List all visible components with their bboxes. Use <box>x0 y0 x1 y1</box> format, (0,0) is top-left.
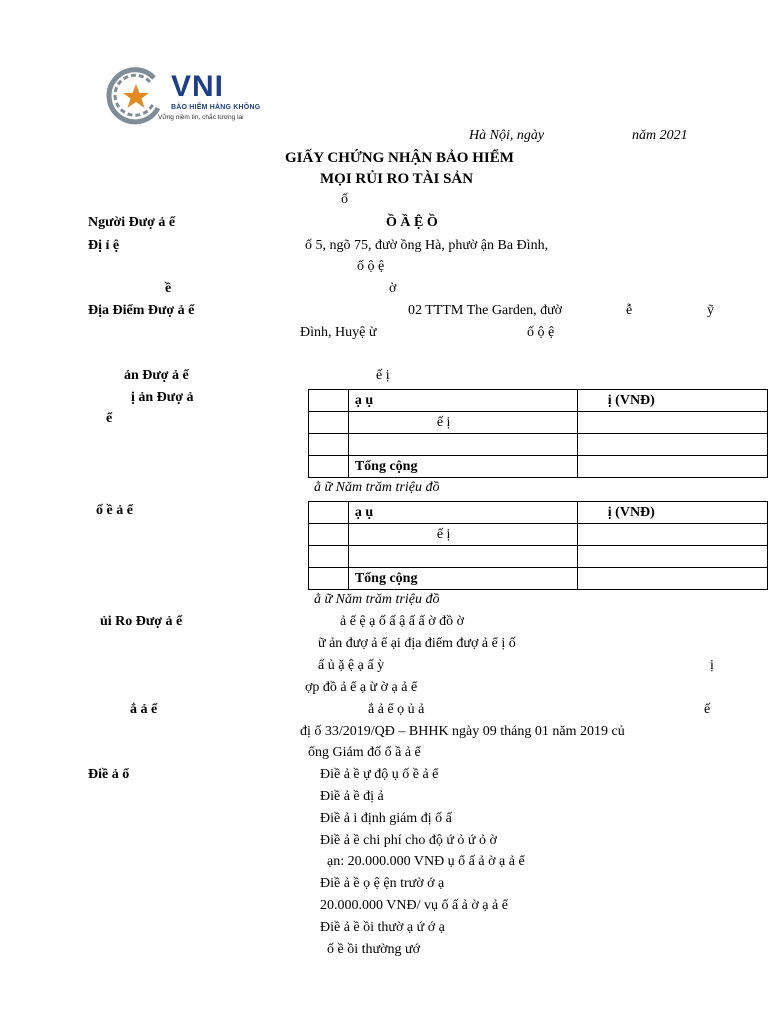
table-row <box>309 502 768 524</box>
fee-label: ố ề ả ể <box>96 503 133 518</box>
table-row <box>309 456 768 478</box>
address-label2: ề <box>165 281 172 296</box>
clause-item: Điề ả ề đị ả <box>320 789 384 804</box>
certificate-number: ố <box>341 192 348 207</box>
table-cell <box>577 434 767 456</box>
table-row <box>309 412 768 434</box>
table-cell <box>309 502 349 524</box>
property-value: ế ị <box>376 368 390 383</box>
table-cell <box>309 524 349 546</box>
clause-item: Điề ả i định giám đị ố ấ <box>320 811 452 826</box>
clause-item: ạn: 20.000.000 VNĐ ụ ổ ấ ả ờ ạ ả ể <box>327 854 525 869</box>
table-header-value: ị (VNĐ) <box>577 390 767 412</box>
location-line1-c: ỹ <box>707 303 714 318</box>
sum-insured-label: ị ản Đượ ả <box>131 390 194 405</box>
table-row <box>309 524 768 546</box>
insured-value: Ồ Ầ Ệ Ồ <box>386 215 438 230</box>
sum-in-words: ằ ữ Năm trăm triệu đồ <box>314 480 440 495</box>
terms-line-tail: ế <box>704 702 711 717</box>
place-date: Hà Nội, ngày <box>469 128 545 143</box>
document-subtitle: MỌI RỦI RO TÀI SẢN <box>320 171 474 187</box>
risk-line: ữ ản đượ ả ể ại địa điểm đượ ả ể ị ố <box>318 636 516 651</box>
table-cell <box>577 524 767 546</box>
property-label: ản Đượ ả ể <box>124 368 189 383</box>
risk-line: ả ể ệ ạ ố ấ ậ ấ ấ ờ đồ ờ <box>340 614 465 629</box>
table-header-item: ạ ụ <box>348 502 577 524</box>
table-cell <box>309 434 349 456</box>
table-cell <box>577 412 767 434</box>
fee-in-words: ằ ữ Năm trăm triệu đồ <box>314 592 440 607</box>
table-cell-item: ế ị <box>348 524 577 546</box>
risk-line-tail: ị <box>710 658 714 673</box>
location-line2-b: ố ộ ệ <box>527 325 555 340</box>
table-cell <box>577 546 767 568</box>
clause-item: Điề ả ề ự độ ụ ố ề ả ể <box>320 767 439 782</box>
location-line1: 02 TTTM The Garden, đườ <box>408 303 563 318</box>
terms-line: đị ố 33/2019/QĐ – BHHK ngày 09 tháng 01 năm 2019 củ <box>300 724 625 739</box>
risk-line: ấ ủ ặ ệ ạ ấ ỳ <box>318 658 385 673</box>
logo-slogan: Vững niềm tin, chắc tương lai <box>158 114 244 121</box>
table-header-item: ạ ụ <box>348 390 577 412</box>
table-cell <box>309 546 349 568</box>
table-row <box>309 568 768 590</box>
location-label: Địa Điểm Đượ ả ể <box>88 303 195 318</box>
clauses-label: Điề ả ổ <box>88 767 130 782</box>
table-cell <box>577 456 767 478</box>
document-title: GIẤY CHỨNG NHẬN BẢO HIỂM <box>285 150 514 166</box>
table-cell-item: ế ị <box>348 412 577 434</box>
clause-item: Điề ả ề ồi thườ ạ ứ ớ ạ <box>320 920 445 935</box>
issue-year: năm 2021 <box>632 128 688 143</box>
logo-subtitle: BẢO HIỂM HÀNG KHÔNG <box>171 104 261 111</box>
vni-emblem-icon <box>106 66 166 126</box>
table-cell <box>309 568 349 590</box>
terms-line: ắ ả ể ọ ủ ả <box>368 702 425 717</box>
fee-table <box>308 501 768 590</box>
clause-item: 20.000.000 VNĐ/ vụ ổ ấ ả ờ ạ ả ể <box>320 898 508 913</box>
sum-insured-label-2: ể <box>106 411 113 426</box>
sum-insured-table <box>308 389 768 478</box>
table-row <box>309 546 768 568</box>
logo-brand: VNI <box>171 70 225 103</box>
table-cell <box>309 412 349 434</box>
clause-item: ố ề ồi thường ướ <box>327 942 420 957</box>
table-total-label: Tổng cộng <box>348 456 577 478</box>
location-line2: Đình, Huyệ ừ <box>300 325 377 340</box>
table-cell <box>348 434 577 456</box>
address-line3: ờ <box>389 281 397 296</box>
table-cell <box>348 546 577 568</box>
risk-line: ợp đồ ả ể ạ ừ ờ ạ ả ể <box>305 680 418 695</box>
location-line1-b: ễ <box>626 303 633 318</box>
address-label: Đị ỉ ệ <box>88 238 120 253</box>
address-line1: ố 5, ngõ 75, đườ ồng Hà, phườ ận Ba Đình, <box>305 238 549 253</box>
table-row <box>309 434 768 456</box>
terms-line: ổng Giám đố ổ ầ ả ể <box>308 745 421 760</box>
terms-label: ắ ả ể <box>130 702 158 717</box>
table-cell <box>309 390 349 412</box>
clause-item: Điề ả ề ọ ệ ện trườ ớ ạ <box>320 876 445 891</box>
table-cell <box>309 456 349 478</box>
table-cell <box>577 568 767 590</box>
table-row <box>309 390 768 412</box>
risk-label: ủi Ro Đượ ả ể <box>100 614 183 629</box>
table-header-value: ị (VNĐ) <box>577 502 767 524</box>
address-line2: ố ộ ệ <box>357 259 385 274</box>
clause-item: Điề ả ề chi phí cho độ ứ ỏ ứ ỏ ờ <box>320 833 497 848</box>
insured-label: Người Đượ ả ể <box>88 215 176 230</box>
table-total-label: Tổng cộng <box>348 568 577 590</box>
